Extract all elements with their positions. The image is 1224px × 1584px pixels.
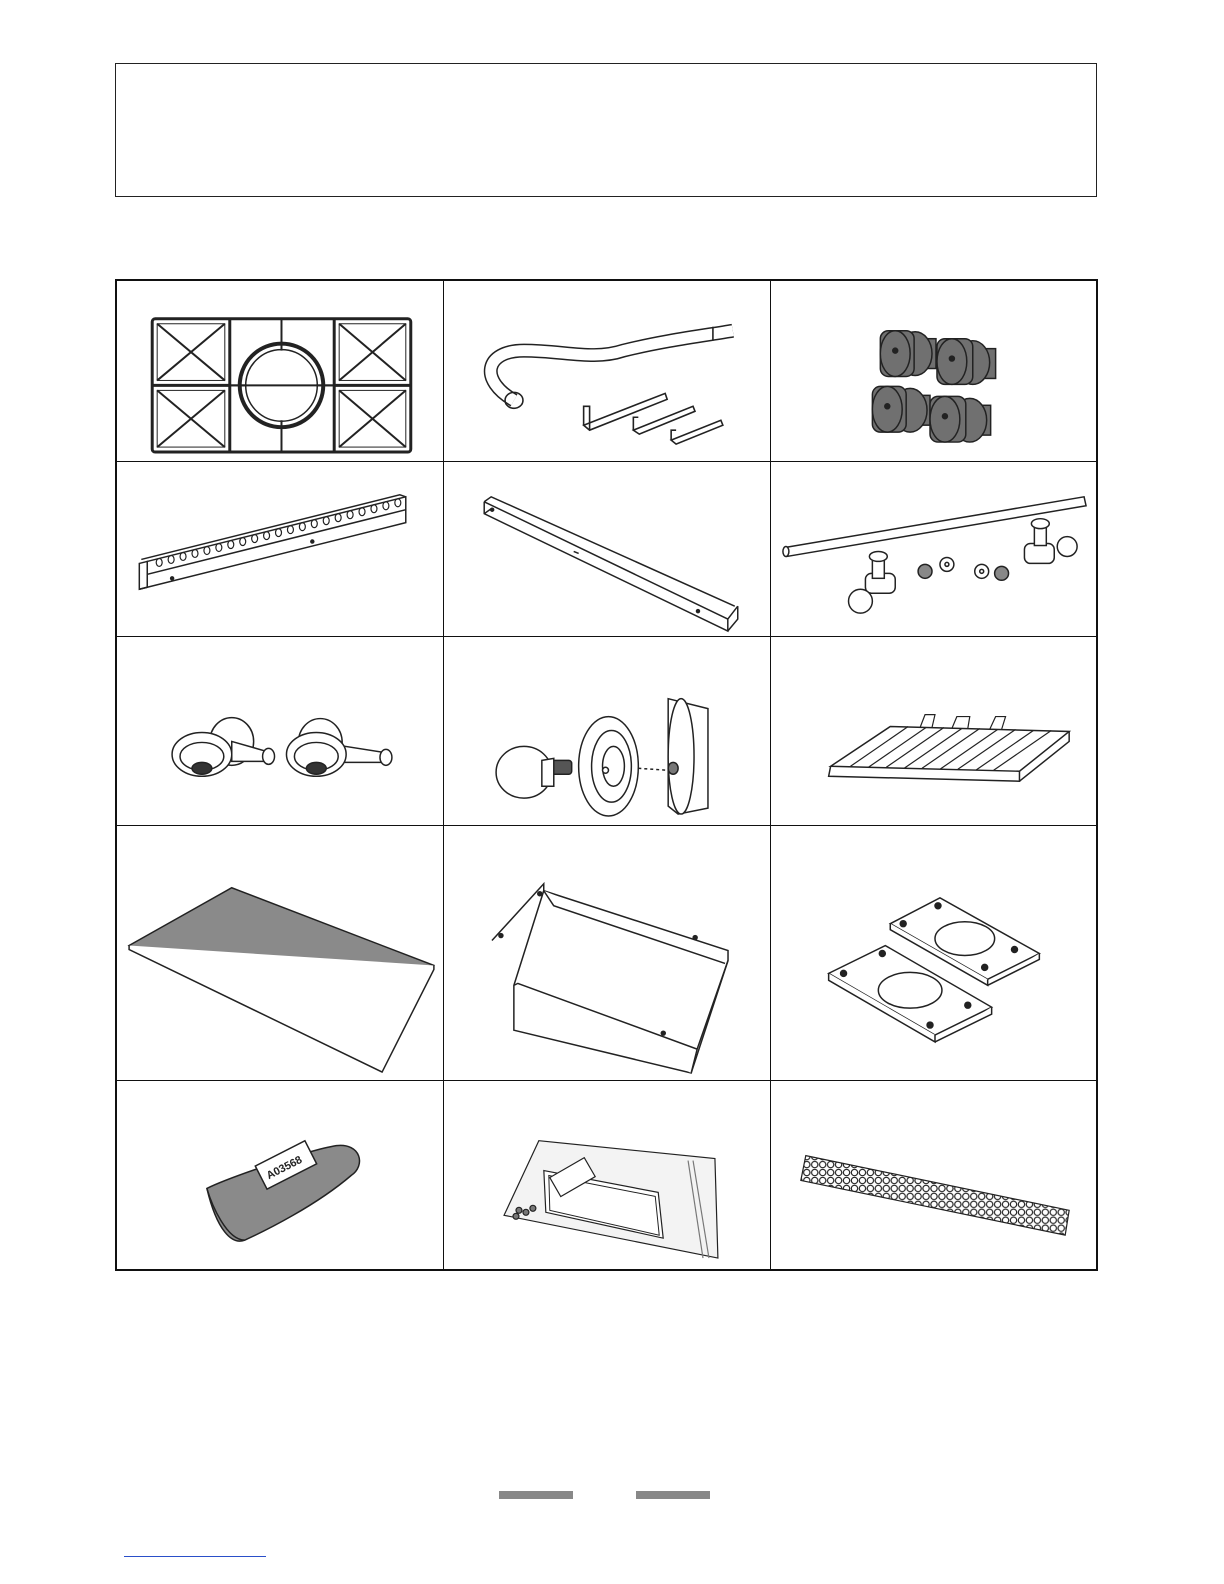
part-cell-drip-tray — [444, 826, 771, 1081]
parts-table — [115, 279, 1098, 1271]
mounting-plates-icon — [771, 826, 1096, 1080]
control-knob-assembly-icon — [444, 637, 770, 825]
part-cell-gas-pipe — [444, 281, 771, 462]
part-cell-mounting-plates — [771, 826, 1096, 1081]
gas-manifold-kit-icon — [771, 462, 1096, 636]
grates-icon — [117, 281, 443, 461]
trim-channel-icon — [444, 462, 770, 636]
pouch-label: A03568 — [264, 1153, 305, 1182]
header-frame — [115, 63, 1097, 197]
page-marker-left — [499, 1491, 573, 1499]
part-cell-hardware-bag — [444, 1081, 771, 1269]
part-cell-mesh-screen — [771, 1081, 1096, 1269]
part-cell-oven-rack — [771, 637, 1096, 826]
part-cell-gas-manifold-kit — [771, 462, 1096, 637]
documentation-pouch-icon — [117, 1081, 443, 1269]
gas-pipe-and-hex-keys-icon — [444, 281, 770, 461]
part-cell-grates — [117, 281, 444, 462]
drip-tray-icon — [444, 826, 770, 1080]
part-cell-flat-sheet — [117, 826, 444, 1081]
oven-rack-icon — [771, 637, 1096, 825]
burner-heads-icon — [117, 637, 443, 825]
footer-link-underline[interactable] — [124, 1556, 266, 1557]
part-cell-rubber-feet — [771, 281, 1096, 462]
part-cell-perforated-rail — [117, 462, 444, 637]
part-cell-trim-channel — [444, 462, 771, 637]
perforated-rail-icon — [117, 462, 443, 636]
hardware-bag-icon — [444, 1081, 770, 1269]
part-cell-documentation-pouch — [117, 1081, 444, 1269]
part-cell-control-knob — [444, 637, 771, 826]
mesh-screen-icon — [771, 1081, 1096, 1269]
rubber-feet-icon — [771, 281, 1096, 461]
part-cell-burner-heads — [117, 637, 444, 826]
flat-sheet-panel-icon — [117, 826, 443, 1080]
page-marker-right — [636, 1491, 710, 1499]
